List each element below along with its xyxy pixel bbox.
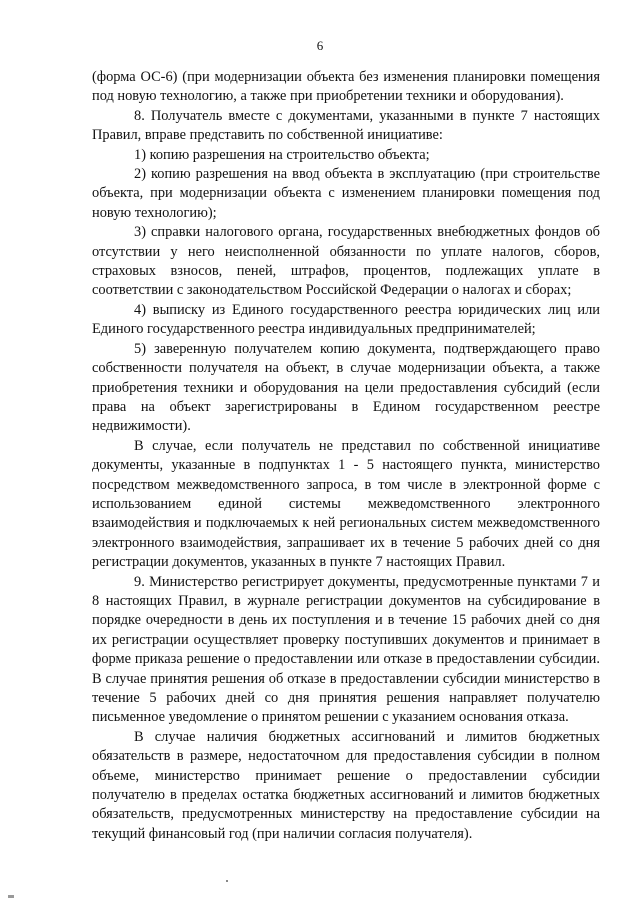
scan-artifact [226,880,228,882]
paragraph-budget-limits: В случае наличия бюджетных ассигнований и лимитов бюджетных обязательств в размере, недостаточном для предоставления субсидии в полном объеме, министерство принимает решение о предоставлении субсидии получателю в пределах остатка бюджетных ассигнований и лимитов бюджетных обязательств, предусмотренных министерству на предоставление субсидии на текущий финансовый год (при наличии согласия получателя). [92,728,600,842]
document-body [92,68,600,844]
subitem-2: 2) копию разрешения на ввод объекта в эксплуатацию (при строительстве объекта, при модернизации объекта с изменением планировки помещения под новую технологию); [92,166,600,221]
subitem-5: 5) заверенную получателем копию документа, подтверждающего право собственности получателя на объект, в случае модернизации объекта, а также приобретения техники и оборудования на цели предоставления субсидий (если права на объект зарегистрированы в Едином государственном реестре недвижимости). [92,340,600,435]
page-number: 6 [316,38,324,53]
subitem-1: 1) копию разрешения на строительство объекта; [134,146,430,163]
subitem-3: 3) справки налогового органа, государственных внебюджетных фондов об отсутствии у него неисполненной обязанности по уплате налогов, сборов, страховых взносов, пеней, штрафов, процентов, подлежащих уплате в соответствии с законодательством Российской Федерации о налогах и сборах; [92,224,600,299]
subitem-4: 4) выписку из Единого государственного реестра юридических лиц или Единого государственного реестра индивидуальных предпринимателей; [92,301,600,338]
paragraph-item-9: 9. Министерство регистрирует документы, предусмотренные пунктами 7 и 8 настоящих Правил, в журнале регистрации документов на субсидирование в порядке очередности в день их поступления и в течение 15 рабочих дней со дня их регистрации осуществляет проверку поступивших документов и принимает в форме приказа решение о предоставлении или отказе в предоставлении субсидии. В случае принятия решения об отказе в предоставлении субсидии министерство в течение 5 рабочих дней со дня принятия решения направляет получателю письменное уведомление о принятом решении с указанием основания отказа. [92,573,600,726]
paragraph-continuation: (форма ОС-6) (при модернизации объекта без изменения планировки помещения под новую технологию, а также при приобретении техники и оборудования). [92,69,600,105]
paragraph-interagency-request: В случае, если получатель не представил по собственной инициативе документы, указанные в подпунктах 1 - 5 настоящего пункта, министерство посредством межведомственного запроса, в том числе в электронной форме с использованием единой системы межведомственного электронного взаимодействия и подключаемых к ней региональных систем межведомственного электронного взаимодействия, запрашивает их в течение 5 рабочих дней со дня регистрации документов, указанных в пункте 7 настоящих Правил. [92,437,600,571]
scan-edge-mark [8,895,14,898]
paragraph-item-8: 8. Получатель вместе с документами, указанными в пункте 7 настоящих Правил, вправе представить по собственной инициативе: [92,107,600,144]
